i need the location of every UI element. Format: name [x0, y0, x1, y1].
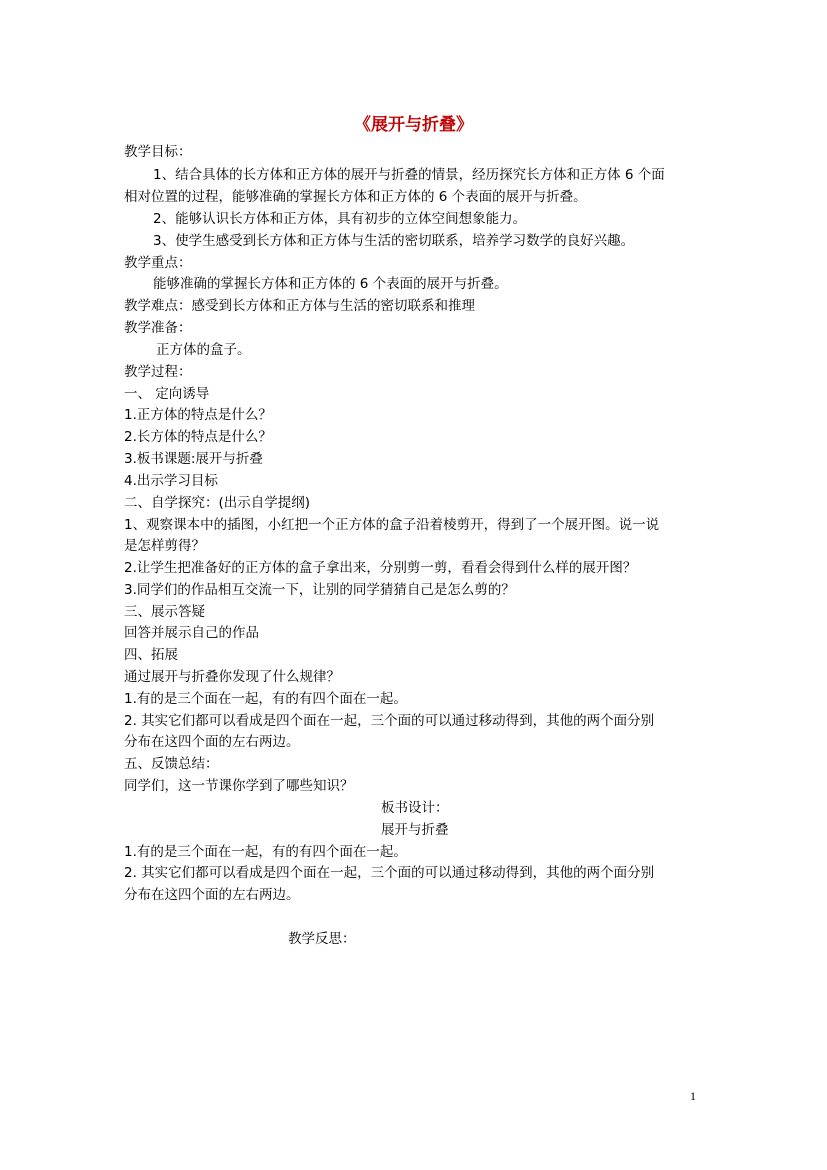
paragraph-line: 2.长方体的特点是什么？ — [124, 429, 272, 445]
paragraph-line: 1.有的是三个面在一起，有的有四个面在一起。 — [124, 844, 407, 860]
paragraph-line: 2、能够认识长方体和正方体，具有初步的立体空间想象能力。 — [153, 211, 527, 227]
paragraph-line: 同学们，这一节课你学到了哪些知识？ — [124, 778, 354, 794]
paragraph-line: 三、展示答疑 — [124, 604, 205, 620]
paragraph-line: 1、结合具体的长方体和正方体的展开与折叠的情景，经历探究长方体和正方体 6 个面 — [153, 167, 665, 183]
paragraph-line: 四、拓展 — [124, 647, 178, 663]
paragraph-line: 是怎样剪得？ — [124, 538, 205, 554]
page-number: 1 — [690, 1089, 696, 1103]
document-title: 《展开与折叠》 — [354, 115, 473, 135]
paragraph-line: 相对位置的过程，能够准确的掌握长方体和正方体的 6 个表面的展开与折叠。 — [124, 189, 587, 205]
paragraph-line: 3、使学生感受到长方体和正方体与生活的密切联系，培养学习数学的良好兴趣。 — [153, 233, 635, 249]
section-heading: 教学难点：感受到长方体和正方体与生活的密切联系和推理 — [124, 298, 475, 314]
section-heading: 教学准备： — [124, 320, 192, 336]
section-heading: 教学目标： — [124, 144, 192, 160]
paragraph-line: 分布在这四个面的左右两边。 — [124, 734, 300, 750]
paragraph-line: 一、 定向诱导 — [124, 386, 210, 402]
section-heading: 教学重点： — [124, 255, 192, 271]
paragraph-line: 3.同学们的作品相互交流一下，让别的同学猜猜自己是怎么剪的？ — [124, 582, 515, 598]
paragraph-line: 2. 其实它们都可以看成是四个面在一起，三个面的可以通过移动得到，其他的两个面分别 — [124, 713, 655, 729]
paragraph-line: 分布在这四个面的左右两边。 — [124, 887, 300, 903]
paragraph-line: 3.板书课题:展开与折叠 — [124, 451, 263, 467]
paragraph-line: 1.有的是三个面在一起，有的有四个面在一起。 — [124, 691, 407, 707]
paragraph-line: 1.正方体的特点是什么？ — [124, 407, 272, 423]
paragraph-line: 能够准确的掌握长方体和正方体的 6 个表面的展开与折叠。 — [153, 276, 508, 292]
paragraph-line: 2. 其实它们都可以看成是四个面在一起，三个面的可以通过移动得到，其他的两个面分别 — [124, 865, 655, 881]
board-design-heading: 板书设计： — [381, 800, 449, 816]
board-design-title: 展开与折叠 — [381, 822, 449, 838]
paragraph-line: 二、自学探究：(出示自学提纲) — [124, 495, 311, 511]
paragraph-line: 4.出示学习目标 — [124, 473, 218, 489]
paragraph-line: 正方体的盒子。 — [156, 342, 251, 358]
reflection-heading: 教学反思： — [288, 931, 356, 947]
section-heading: 教学过程： — [124, 364, 192, 380]
paragraph-line: 2.让学生把准备好的正方体的盒子拿出来，分别剪一剪，看看会得到什么样的展开图？ — [124, 560, 637, 576]
paragraph-line: 回答并展示自己的作品 — [124, 625, 259, 641]
paragraph-line: 1、观察课本中的插图，小红把一个正方体的盒子沿着棱剪开，得到了一个展开图。说一说 — [124, 517, 660, 533]
paragraph-line: 通过展开与折叠你发现了什么规律？ — [124, 669, 340, 685]
paragraph-line: 五、反馈总结： — [124, 756, 219, 772]
